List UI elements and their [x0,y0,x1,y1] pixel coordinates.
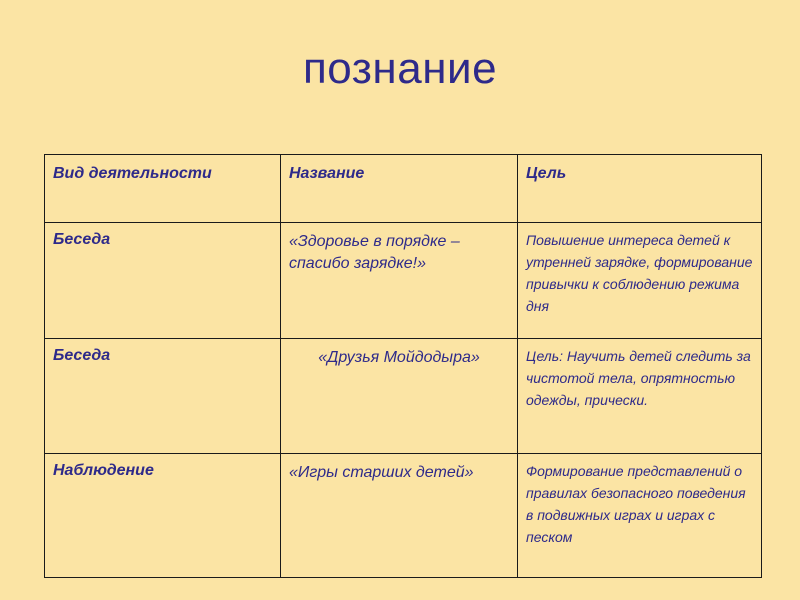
goal-cell: Цель: Научить детей следить за чистотой тела, опрятностью одежды, прически. [518,338,762,453]
name-cell: «Игры старших детей» [281,454,518,578]
goal-cell: Повышение интереса детей к утренней зарядке, формирование привычки к соблюдению режима дня [518,223,762,338]
table-row [45,338,762,453]
name-cell: «Друзья Мойдодыра» [281,338,518,453]
slide-title: познание [302,44,498,93]
activity-cell: Наблюдение [45,454,281,578]
header-cell-activity: Вид деятельности [45,155,281,223]
table-header-row [45,155,762,223]
activity-cell: Беседа [45,338,281,453]
header-cell-name: Название [281,155,518,223]
goal-cell: Формирование представлений о правилах безопасного поведения в подвижных играх и играх с песком [518,454,762,578]
table-row [45,454,762,578]
activities-table [44,154,762,578]
header-cell-goal: Цель [518,155,762,223]
name-cell: «Здоровье в порядке – спасибо зарядке!» [281,223,518,338]
table-row [45,223,762,338]
activity-cell: Беседа [45,223,281,338]
